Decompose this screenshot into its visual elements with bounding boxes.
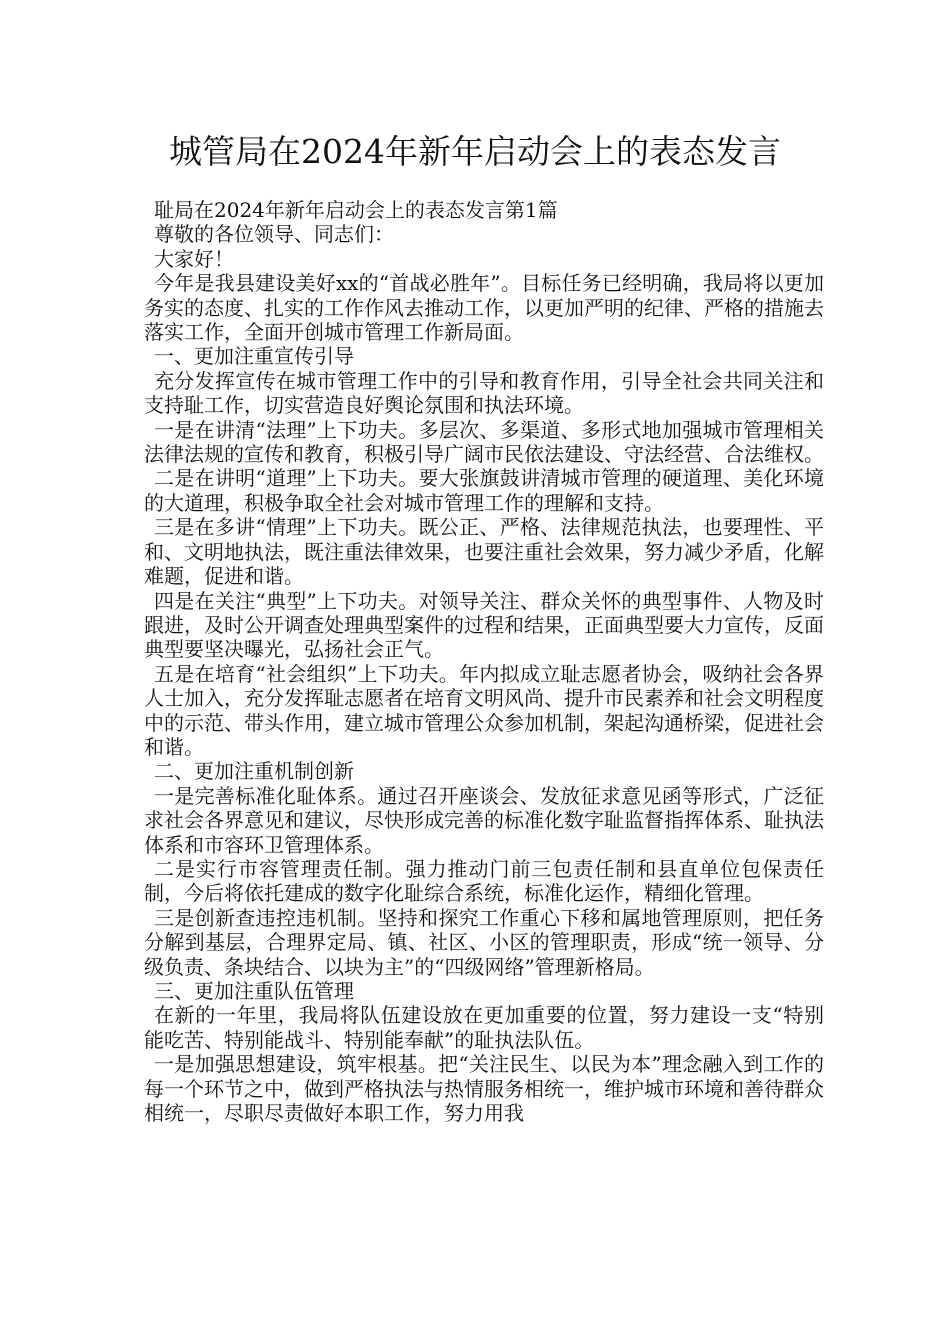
paragraph: 一是加强思想建设，筑牢根基。把“关注民生、以民为本”理念融入到工作的每一个环节之中，做到严格执法与热情服务相统一，维护城市环境和善待群众相统一，尽职尽责做好本职工作，努力用我 bbox=[144, 1052, 824, 1126]
document-title: 城管局在2024年新年启动会上的表态发言 bbox=[169, 132, 781, 171]
paragraph-salutation: 尊敬的各位领导、同志们： bbox=[154, 222, 394, 247]
paragraph: 二是在讲明“道理”上下功夫。要大张旗鼓讲清城市管理的硬道理、美化环境的大道理，积极争取全社会对城市管理工作的理解和支持。 bbox=[144, 466, 824, 515]
paragraph: 三是在多讲“情理”上下功夫。既公正、严格、法律规范执法，也要理性、平和、文明地执法，既注重法律效果，也要注重社会效果，努力减少矛盾，化解难题，促进和谐。 bbox=[144, 515, 824, 589]
paragraph: 一是完善标准化耻体系。通过召开座谈会、发放征求意见函等形式，广泛征求社会各界意见和建议，尽快形成完善的标准化数字耻监督指挥体系、耻执法体系和市容环卫管理体系。 bbox=[144, 783, 824, 857]
paragraph: 在新的一年里，我局将队伍建设放在更加重要的位置，努力建设一支“特别能吃苦、特别能战斗、特别能奉献”的耻执法队伍。 bbox=[144, 1003, 824, 1052]
paragraph: 四是在关注“典型”上下功夫。对领导关注、群众关怀的典型事件、人物及时跟进，及时公开调查处理典型案件的过程和结果，正面典型要大力宣传，反面典型要坚决曝光，弘扬社会正气。 bbox=[144, 588, 824, 662]
paragraph: 今年是我县建设美好xx的“首战必胜年”。目标任务已经明确，我局将以更加务实的态度、扎实的工作作风去推动工作，以更加严明的纪律、严格的措施去落实工作，全面开创城市管理工作新局面。 bbox=[144, 271, 824, 345]
section-heading: 二、更加注重机制创新 bbox=[154, 759, 354, 784]
paragraph-greeting: 大家好！ bbox=[154, 246, 234, 271]
paragraph: 三是创新查违控违机制。坚持和探究工作重心下移和属地管理原则，把任务分解到基层，合理界定局、镇、社区、小区的管理职责，形成“统一领导、分级负责、条块结合、以块为主”的“四级网络”管理新格局。 bbox=[144, 905, 824, 979]
paragraph: 五是在培育“社会组织”上下功夫。年内拟成立耻志愿者协会，吸纳社会各界人士加入，充分发挥耻志愿者在培育文明风尚、提升市民素养和社会文明程度中的示范、带头作用，建立城市管理公众参加机制，架起沟通桥梁，促进社会和谐。 bbox=[144, 661, 824, 759]
section-heading: 一、更加注重宣传引导 bbox=[154, 344, 354, 369]
paragraph: 二是实行市容管理责任制。强力推动门前三包责任制和县直单位包保责任制，今后将依托建成的数字化耻综合系统，标准化运作，精细化管理。 bbox=[144, 856, 824, 906]
paragraph-heading-intro: 耻局在2024年新年启动会上的表态发言第1篇 bbox=[154, 198, 558, 222]
paragraph: 充分发挥宣传在城市管理工作中的引导和教育作用，引导全社会共同关注和支持耻工作，切实营造良好舆论氛围和执法环境。 bbox=[144, 368, 824, 418]
section-heading: 三、更加注重队伍管理 bbox=[154, 979, 354, 1003]
paragraph: 一是在讲清“法理”上下功夫。多层次、多渠道、多形式地加强城市管理相关法律法规的宣传和教育，积极引导广阔市民依法建设、守法经营、合法维权。 bbox=[144, 417, 824, 467]
document-body bbox=[144, 198, 824, 1125]
